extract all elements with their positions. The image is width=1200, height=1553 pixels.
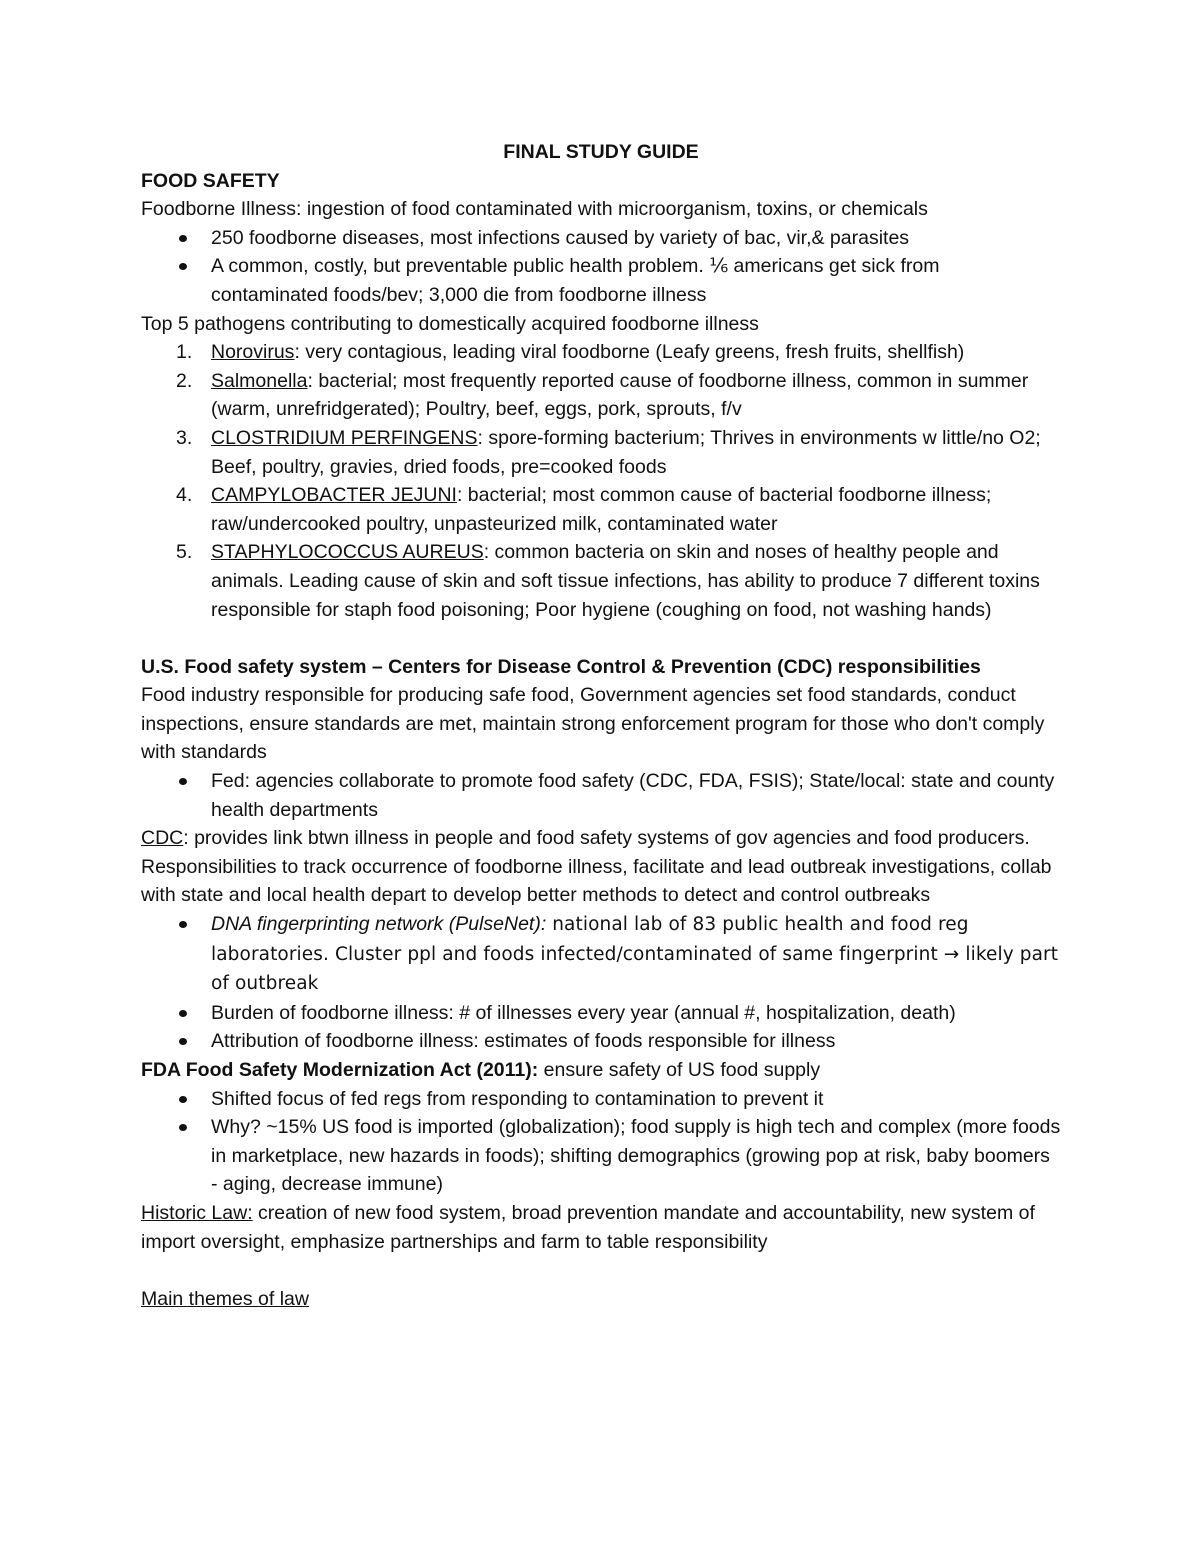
bullet-icon — [179, 921, 187, 928]
list-number: 3. — [176, 426, 193, 449]
pathogen-item — [141, 538, 1061, 624]
pulsenet-label: DNA fingerprinting network (PulseNet): — [211, 913, 547, 936]
foodborne-illness-definition: Foodborne Illness: ingestion of food contaminated with microorganism, toxins, or chemicals — [141, 198, 928, 221]
main-themes-heading: Main themes of law — [141, 1287, 309, 1310]
pathogen-item — [141, 338, 1061, 367]
bullet-text: Burden of foodborne illness: # of illnesses every year (annual #, hospitalization, death) — [211, 1001, 956, 1024]
bullet-icon — [179, 778, 187, 785]
pathogen-name: CAMPYLOBACTER JEJUNI — [211, 484, 457, 507]
fsma-label: FDA Food Safety Modernization Act (2011): — [141, 1059, 539, 1081]
list-number: 2. — [176, 369, 193, 392]
spacer — [141, 1256, 1061, 1285]
pathogen-name: CLOSTRIDIUM PERFINGENS — [211, 426, 478, 449]
bullet-item — [141, 999, 1061, 1028]
bullet-text: Fed: agencies collaborate to promote food safety (CDC, FDA, FSIS); State/local: state and county health departments — [211, 770, 1055, 821]
section-heading-food-safety: FOOD SAFETY — [141, 169, 280, 192]
historic-law-text: creation of new food system, broad prevention mandate and accountability, new system of import oversight, emphasize partnerships and farm to table responsibility — [141, 1201, 1035, 1253]
historic-law-paragraph — [141, 1199, 1061, 1256]
cdc-text: : provides link btwn illness in people and food safety systems of gov agencies and food producers. Responsibilities to track occurrence of foodborne illness, facilitate and lead outbreak investigations, collab with state and local health depart to develop better methods to detect and control outbreaks — [141, 827, 1052, 907]
section-heading-us-food-safety-system: U.S. Food safety system – Centers for Disease Control & Prevention (CDC) responsibilities — [141, 655, 981, 678]
bullet-text: A common, costly, but preventable public health problem. ⅙ americans get sick from contaminated foods/bev; 3,000 die from foodborne illness — [211, 255, 940, 306]
bullet-text: Shifted focus of fed regs from responding to contamination to prevent it — [211, 1087, 824, 1110]
pathogen-description: : bacterial; most frequently reported cause of foodborne illness, common in summer (warm, unrefridgerated); Poultry, beef, eggs, pork, sprouts, f/v — [211, 369, 1029, 421]
pathogen-name: STAPHYLOCOCCUS AUREUS — [211, 541, 484, 564]
bullet-icon — [179, 235, 187, 242]
bullet-item — [141, 1027, 1061, 1056]
cdc-bullet-list — [141, 910, 1061, 1056]
cdc-paragraph — [141, 824, 1061, 910]
list-number: 5. — [176, 541, 193, 564]
pathogen-item — [141, 424, 1061, 481]
list-number: 1. — [176, 341, 193, 364]
bullet-text: 250 foodborne diseases, most infections caused by variety of bac, vir,& parasites — [211, 226, 910, 249]
pulsenet-text: national lab of 83 public health and food reg laboratories. Cluster ppl and foods infected/contaminated of same fingerprint → likely part of outbreak — [211, 914, 1059, 995]
pathogen-name: Norovirus — [211, 341, 295, 364]
bullet-icon — [179, 1096, 187, 1103]
bullet-item — [141, 252, 1061, 309]
list-number: 4. — [176, 484, 193, 507]
spacer — [141, 624, 1061, 653]
document-title: FINAL STUDY GUIDE — [503, 141, 699, 163]
bullet-item — [141, 910, 1061, 999]
pathogen-item — [141, 481, 1061, 538]
fsma-text: ensure safety of US food supply — [538, 1059, 821, 1081]
bullet-icon — [179, 1038, 187, 1045]
agency-bullet-list — [141, 767, 1061, 824]
bullet-item — [141, 767, 1061, 824]
pathogen-description: : common bacteria on skin and noses of healthy people and animals. Leading cause of skin and soft tissue infections, has ability to produce 7 different toxins responsible for staph food poisoning; Poor hygiene (coughing on food, not washing hands) — [211, 541, 1040, 621]
food-industry-paragraph: Food industry responsible for producing safe food, Government agencies set food standards, conduct inspections, ensure standards are met, maintain strong enforcement program for those who don't comply with standards — [141, 684, 1045, 764]
pathogens-intro: Top 5 pathogens contributing to domestically acquired foodborne illness — [141, 312, 759, 335]
historic-law-label: Historic Law: — [141, 1201, 253, 1224]
pathogen-item — [141, 367, 1061, 424]
cdc-label: CDC — [141, 827, 184, 850]
bullet-text: Why? ~15% US food is imported (globalization); food supply is high tech and complex (more foods in marketplace, new hazards in foods); shifting demographics (growing pop at risk, baby boomers - aging, decrease immune) — [211, 1116, 1061, 1196]
pathogen-description: : very contagious, leading viral foodborne (Leafy greens, fresh fruits, shellfish) — [294, 341, 965, 364]
bullet-icon — [179, 263, 187, 270]
pathogen-description: : bacterial; most common cause of bacterial foodborne illness; raw/undercooked poultry, unpasteurized milk, contaminated water — [211, 484, 992, 535]
fsma-paragraph — [141, 1056, 1061, 1085]
bullet-icon — [179, 1124, 187, 1131]
pathogen-description: : spore-forming bacterium; Thrives in environments w little/no O2; Beef, poultry, gravies, dried foods, pre=cooked foods — [211, 426, 1041, 478]
document-page — [141, 138, 1061, 1313]
pathogen-name: Salmonella — [211, 369, 308, 392]
bullet-item — [141, 1113, 1061, 1199]
bullet-item — [141, 224, 1061, 253]
bullet-text: Attribution of foodborne illness: estimates of foods responsible for illness — [211, 1030, 836, 1053]
bullet-icon — [179, 1010, 187, 1017]
food-safety-bullet-list — [141, 224, 1061, 310]
pathogen-numbered-list — [141, 338, 1061, 624]
bullet-item — [141, 1085, 1061, 1114]
fsma-bullet-list — [141, 1085, 1061, 1199]
